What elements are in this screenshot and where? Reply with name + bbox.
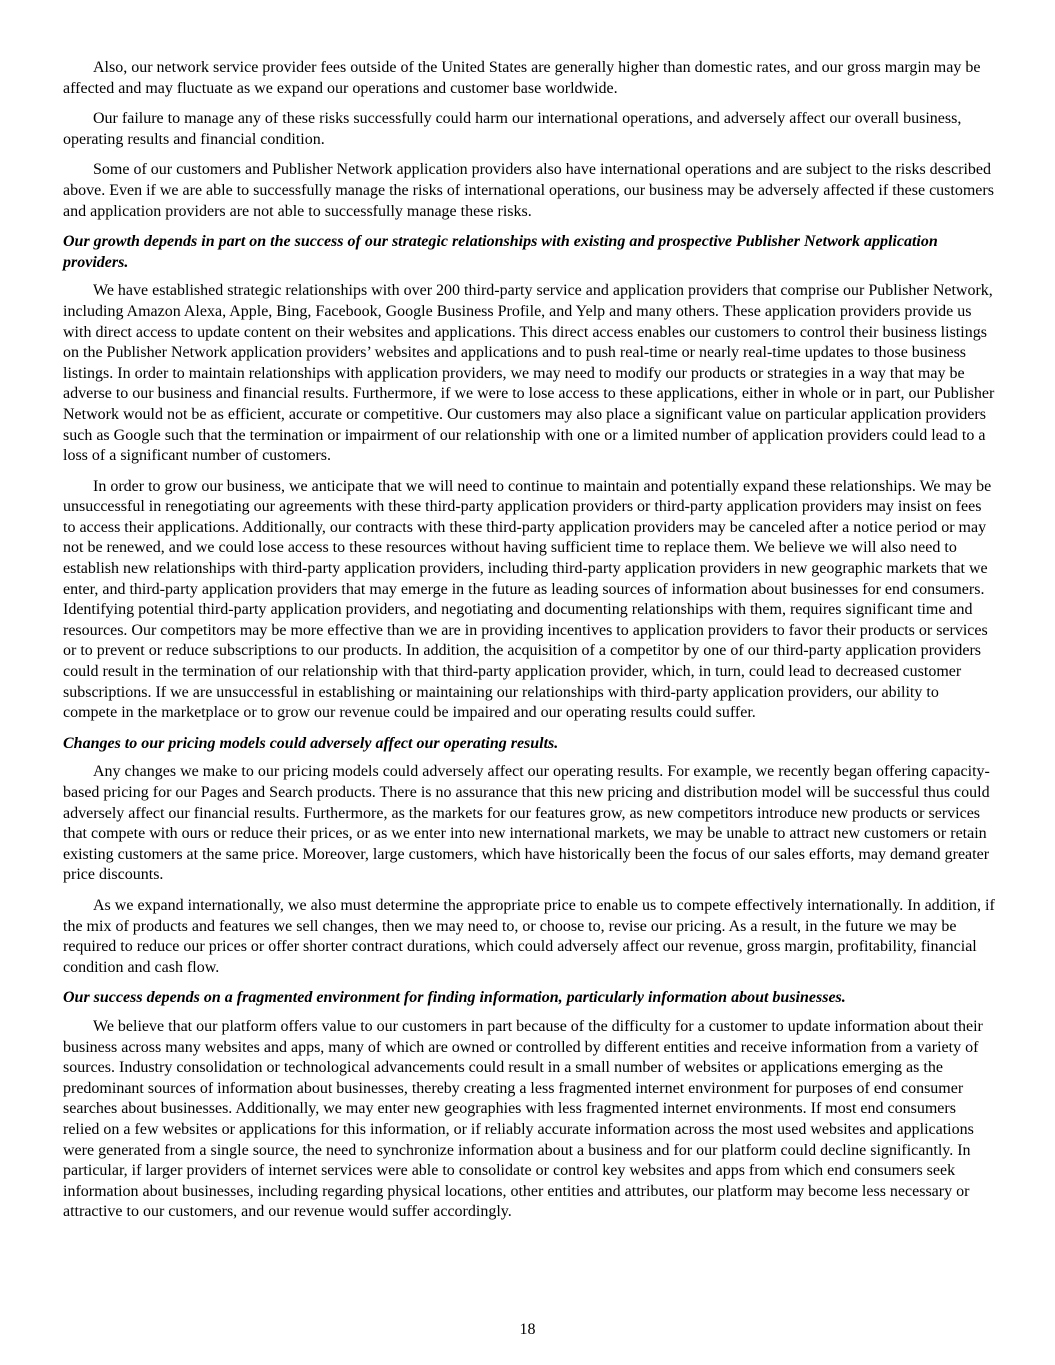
paragraph-platform-value: We believe that our platform offers value to our customers in part because of the difficulty for a customer to update information about their business across many websites and apps, many of which are owned or controlled by different entities and receive information from a variety of sources. Industry consolidation or technological advancements could result in a small number of websites or applications emerging as the predominant sources of information about businesses, thereby creating a less fragmented internet environment for purposes of end consumer searches about businesses. Additionally, we may enter new geographies with less fragmented internet environments. If most end consumers relied on a few websites or applications for this information, or if reliably accurate information across the most used websites and applications were generated from a single source, the need to synchronize information about a business and for our platform could decline significantly. In particular, if larger providers of internet services were able to consolidate or control key websites and apps from which end consumers seek information about businesses, including regarding physical locations, other entities and attributes, our platform may become less necessary or attractive to our customers, and our revenue would suffer accordingly. xyxy=(63,1017,983,1221)
heading-strategic-relationships: Our growth depends in part on the success of our strategic relationships with existing and prospective Publisher Network application providers. xyxy=(63,233,938,271)
paragraph-customers-international: Some of our customers and Publisher Network application providers also have international operations and are subject to the risks described above. Even if we are able to successfully manage the risks of international operations, our business may be adversely affected if these customers and application providers are not able to successfully manage these risks. xyxy=(63,161,994,220)
heading-fragmented-environment: Our success depends on a fragmented environment for finding information, particularly information about businesses. xyxy=(63,989,846,1007)
paragraph-publisher-network: We have established strategic relationships with over 200 third-party service and application providers that comprise our Publisher Network, including Amazon Alexa, Apple, Bing, Facebook, Google Business Profile, and Yelp and many others. These application providers provide us with direct access to update content on their websites and applications. This direct access enables our customers to control their business listings on the Publisher Network application providers’ websites and applications and to push real-time or nearly real-time updates to those business listings. In order to maintain relationships with application providers, we may need to modify our products or strategies in a way that may be adverse to our business and financial results. Furthermore, if we were to lose access to these applications, either in whole or in part, our Publisher Network would not be as efficient, accurate or competitive. Our customers may also place a significant value on particular application providers such as Google such that the termination or impairment of our relationship with one or a limited number of application providers could lead to a loss of a significant number of customers. xyxy=(63,282,995,465)
paragraph-failure-to-manage: Our failure to manage any of these risks successfully could harm our international operations, and adversely affect our overall business, operating results and financial condition. xyxy=(63,110,962,148)
document-page xyxy=(63,58,995,1233)
paragraph-grow-business: In order to grow our business, we anticipate that we will need to continue to maintain and potentially expand these relationships. We may be unsuccessful in renegotiating our agreements with these third-party application providers or third-party application providers may insist on fees to access their applications. Additionally, our contracts with these third-party application providers may be canceled after a notice period or may not be renewed, and we could lose access to these resources without having sufficient time to replace them. We believe we will also need to establish new relationships with third-party application providers, including third-party application providers in new geographic markets that we enter, and third-party application providers that may emerge in the future as leading sources of information about businesses for end consumers. Identifying potential third-party application providers, and negotiating and documenting relationships with them, requires significant time and resources. Our competitors may be more effective than we are in providing incentives to application providers to favor their products or services or to prevent or reduce subscriptions to our products. In addition, the acquisition of a competitor by one of our third-party application providers could result in the termination of our relationship with that third-party application provider, which, in turn, could lead to decreased customer subscriptions. If we are unsuccessful in establishing or maintaining our relationships with third-party application providers, our ability to compete in the marketplace or to grow our revenue could be impaired and our operating results could suffer. xyxy=(63,477,992,722)
paragraph-international-pricing: As we expand internationally, we also must determine the appropriate price to enable us to compete effectively internationally. In addition, if the mix of products and features we sell changes, then we may need to, or choose to, revise our pricing. As a result, in the future we may be required to reduce our prices or offer shorter contract durations, which could adversely affect our revenue, gross margin, profitability, financial condition and cash flow. xyxy=(63,896,995,976)
heading-pricing-models: Changes to our pricing models could adversely affect our operating results. xyxy=(63,734,559,752)
page-number: 18 xyxy=(519,1321,536,1338)
paragraph-network-fees: Also, our network service provider fees outside of the United States are generally higher than domestic rates, and our gross margin may be affected and may fluctuate as we expand our operations and customer base worldwide. xyxy=(63,59,981,97)
paragraph-pricing-changes: Any changes we make to our pricing models could adversely affect our operating results. For example, we recently began offering capacity-based pricing for our Pages and Search products. There is no assurance that this new pricing and distribution model will be successful thus could adversely affect our financial results. Furthermore, as the markets for our features grow, as new competitors introduce new products or services that compete with ours or reduce their prices, or as we enter into new international markets, we may be unable to attract new customers or retain existing customers at the same price. Moreover, large customers, which have historically been the focus of our sales efforts, may demand greater price discounts. xyxy=(63,763,990,884)
